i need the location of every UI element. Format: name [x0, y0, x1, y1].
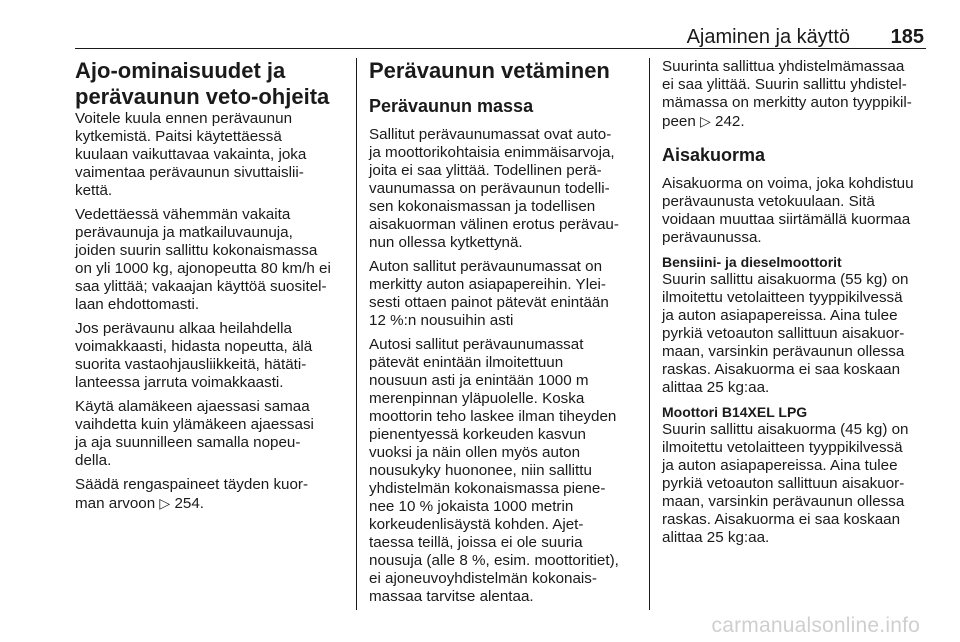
column-divider-2 — [649, 58, 650, 610]
paragraph-text: Suurinta sallittua yhdistelmämassaa ei saa ylittää. Suurin sallittu yhdistel- mämassa on merkitty auton tyyppikil- peen — [662, 58, 912, 130]
column-3 — [662, 58, 930, 553]
column-1 — [75, 58, 347, 519]
subheading-lpg-engine: Moottori B14XEL LPG — [662, 404, 808, 420]
subheading-trailer-mass: Perävaunun massa — [369, 96, 534, 116]
paragraph: Auton sallitut perävaunumassat on merkitty auton asiapapereihin. Ylei- sesti ottaen painot pätevät enintään 12 %:n nousuihin asti — [369, 258, 609, 329]
heading-line-1: Ajo-ominaisuudet ja — [75, 58, 286, 83]
column-2 — [369, 58, 640, 612]
paragraph: Käytä alamäkeen ajaessasi samaa vaihdetta kuin ylämäkeen ajaessasi ja aja suunnilleen samalla nopeu- della. — [75, 398, 314, 469]
page-reference[interactable]: 254. — [174, 495, 204, 512]
column-divider-1 — [356, 58, 357, 610]
paragraph: Jos perävaunu alkaa heilahdella voimakkaasti, hidasta nopeutta, älä suorita vastaohjausliikkeitä, hätäti- lanteessa jarruta voimakkaasti. — [75, 320, 313, 391]
paragraph: Suurin sallittu aisakuorma (45 kg) on ilmoitettu vetolaitteen tyyppikilvessä ja auton asiapapereissa. Aina tulee pyrkiä vetoauton sallittuun aisakuor- maan, varsinkin perävaunun ollessa raskas. Aisakuorma ei saa koskaan alittaa 25 kg:aa. — [662, 421, 909, 546]
paragraph: Vedettäessä vähemmän vakaita perävaunuja ja matkailuvaunuja, joiden suurin sallittu kokonaismassa on yli 1000 kg, ajonopeutta 80 km/h ei saa ylittää; vakaajan käyttöä suositel- laan ehdottomasti. — [75, 206, 331, 313]
paragraph: Sallitut perävaunumassat ovat auto- ja moottorikohtaisia enimmäisarvoja, joita ei saa ylittää. Todellinen perä- vaunumassa on perävaunun todelli- sen kokonaismassan ja todellisen aisakuorman välinen erotus perävau- nun ollessa kytkettynä. — [369, 126, 619, 251]
page-header — [75, 22, 926, 49]
heading-driving-characteristics — [75, 58, 347, 110]
section-title: Ajaminen ja käyttö — [686, 26, 850, 48]
heading-line-2: perävaunun veto-ohjeita — [75, 84, 330, 109]
paragraph: Aisakuorma on voima, joka kohdistuu perävaunusta vetokuulaan. Sitä voidaan muuttaa siirtämällä kuormaa perävaunussa. — [662, 175, 914, 246]
subheading-petrol-diesel: Bensiini- ja dieselmoottorit — [662, 254, 842, 270]
page-reference-arrow-icon: ▷ — [159, 495, 171, 511]
heading-trailer-towing: Perävaunun vetäminen — [369, 58, 610, 83]
paragraph: Autosi sallitut perävaunumassat pätevät enintään ilmoitettuun nousuun asti ja enintään 1000 m merenpinnan yläpuolelle. Koska moottorin teho laskee ilman tiheyden pienentyessä korkeuden kasvun vuoksi ja näin ollen myös auton nousukyky huononee, niin sallittu yhdistelmän kokonaismassa piene- nee 10 % jokaista 1000 metrin korkeudenlisäystä kohden. Ajet- taessa teillä, joissa ei ole suuria nousuja (alle 8 %, esim. moottoritiet), ei ajoneuvoyhdistelmän kokonais- massaa tarvitse alentaa. — [369, 336, 619, 605]
page-reference[interactable]: 242. — [715, 113, 745, 130]
watermark: carmanualsonline.info — [711, 614, 920, 637]
paragraph-text: Säädä rengaspaineet täyden kuor- man arvoon — [75, 476, 309, 512]
page-reference-arrow-icon: ▷ — [700, 113, 711, 129]
page-number: 185 — [890, 26, 924, 48]
paragraph-combination-mass — [662, 58, 930, 131]
paragraph-tyre-pressure — [75, 476, 347, 513]
paragraph: Voitele kuula ennen perävaunun kytkemistä. Paitsi käytettäessä kuulaan vaikuttavaa vakainta, joka vaimentaa perävaunun sivuttaislii- kettä. — [75, 110, 307, 199]
paragraph: Suurin sallittu aisakuorma (55 kg) on ilmoitettu vetolaitteen tyyppikilvessä ja auton asiapapereissa. Aina tulee pyrkiä vetoauton sallittuun aisakuor- maan, varsinkin perävaunun ollessa raskas. Aisakuorma ei saa koskaan alittaa 25 kg:aa. — [662, 271, 909, 396]
heading-drawbar-load: Aisakuorma — [662, 145, 766, 165]
